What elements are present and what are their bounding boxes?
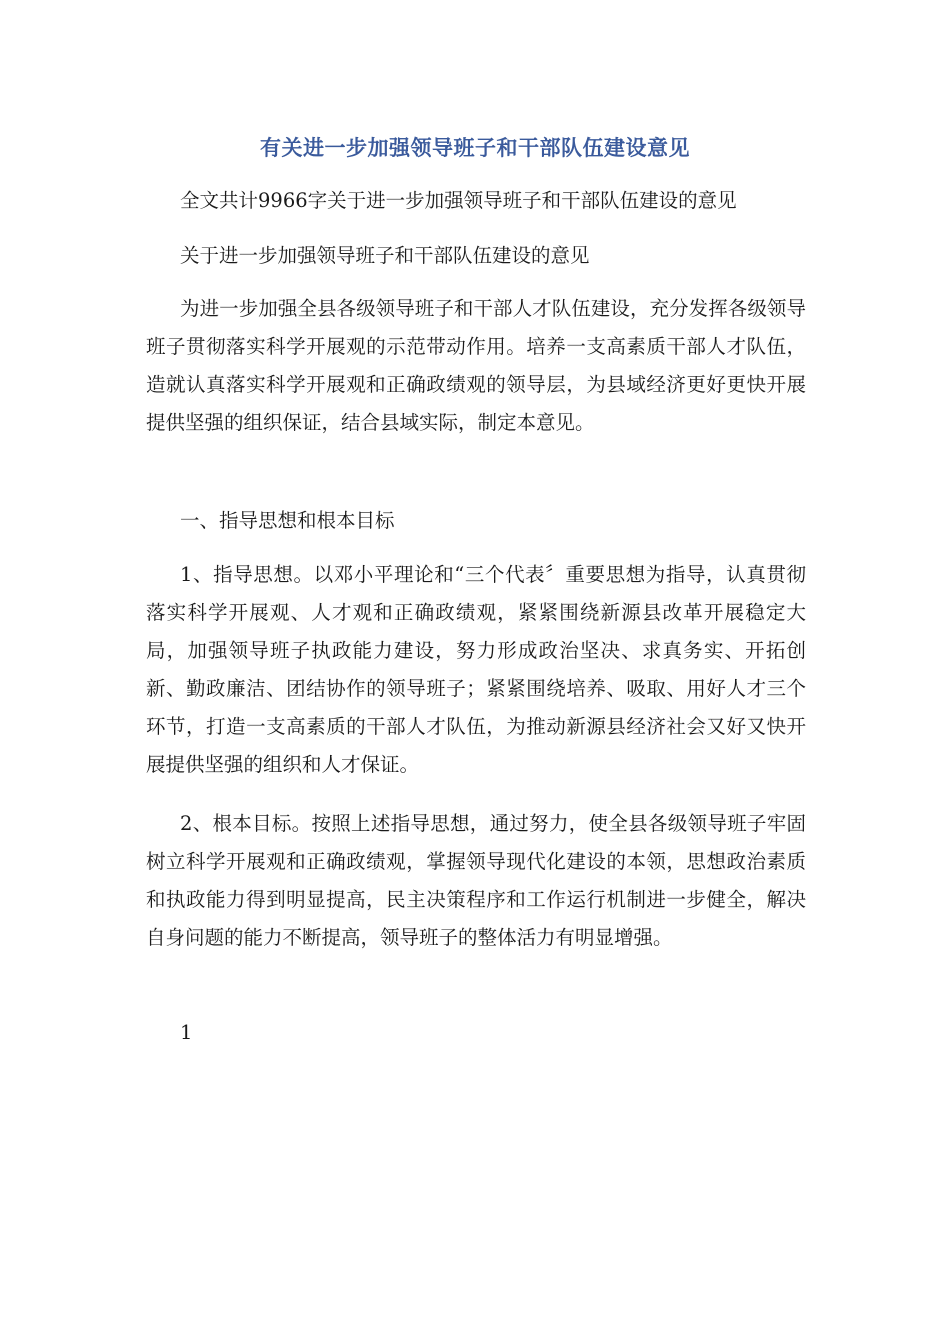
section-heading: 一、指导思想和根本目标 <box>180 509 395 532</box>
summary-line: 全文共计9966字关于进一步加强领导班子和干部队伍建设的意见 <box>180 189 737 212</box>
intro-paragraph: 为进一步加强全县各级领导班子和干部人才队伍建设，充分发挥各级领导班子贯彻落实科学开展观的示范带动作用。培养一支高素质干部人才队伍，造就认真落实科学开展观和正确政绩观的领导层，为县域经济更好更快开展提供坚强的组织保证，结合县域实际，制定本意见。 <box>146 297 806 434</box>
page-number: 1 <box>180 1021 193 1044</box>
guiding-ideology-paragraph: 1、指导思想。以邓小平理论和“三个代表〞重要思想为指导，认真贯彻落实科学开展观、人才观和正确政绩观，紧紧围绕新源县改革开展稳定大局，加强领导班子执政能力建设，努力形成政治坚决、求真务实、开拓创新、勤政廉洁、团结协作的领导班子；紧紧围绕培养、吸取、用好人才三个环节，打造一支高素质的干部人才队伍，为推动新源县经济社会又好又快开展提供坚强的组织和人才保证。 <box>146 563 806 776</box>
subtitle-line: 关于进一步加强领导班子和干部队伍建设的意见 <box>180 244 590 267</box>
document-title: 有关进一步加强领导班子和干部队伍建设意见 <box>260 136 690 160</box>
basic-goal-paragraph: 2、根本目标。按照上述指导思想，通过努力，使全县各级领导班子牢固树立科学开展观和正确政绩观，掌握领导现代化建设的本领，思想政治素质和执政能力得到明显提高，民主决策程序和工作运行机制进一步健全，解决自身问题的能力不断提高，领导班子的整体活力有明显增强。 <box>146 812 806 949</box>
